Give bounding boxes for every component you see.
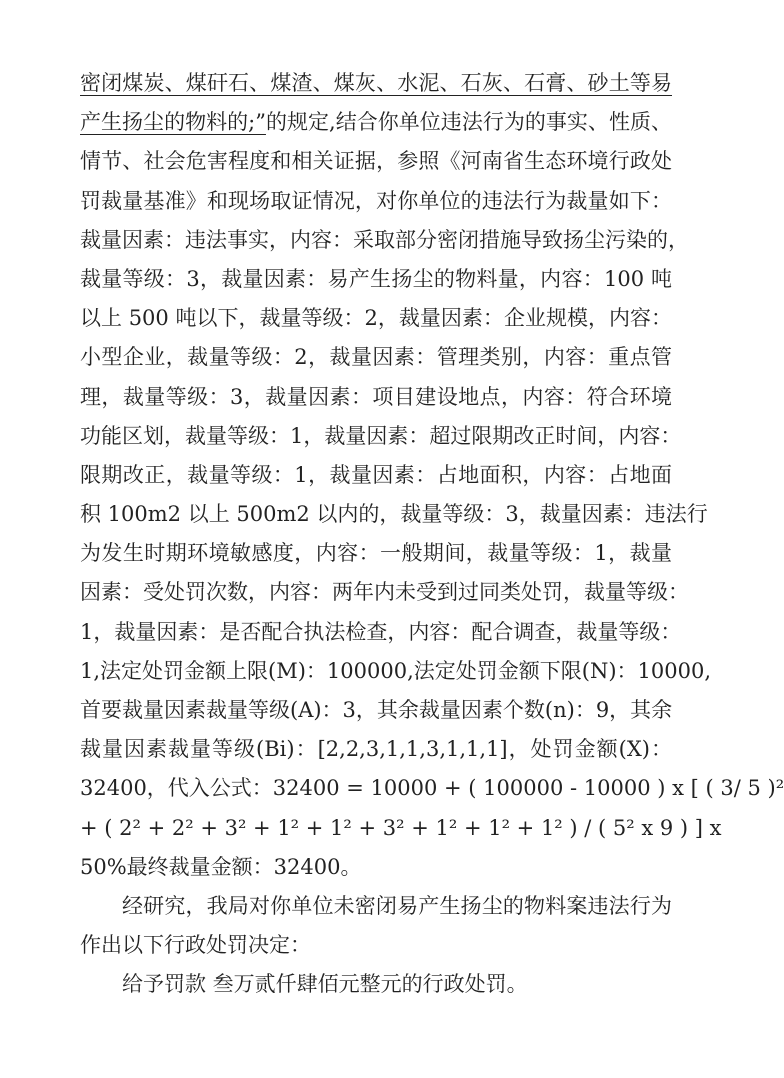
underlined-regulation-text: 密闭煤炭、煤矸石、煤渣、煤灰、水泥、石灰、石膏、砂土等易 xyxy=(80,71,672,95)
text-line: 1，裁量因素：是否配合执法检查，内容：配合调查，裁量等级： xyxy=(80,619,682,644)
text-line: 裁量等级：3，裁量因素：易产生扬尘的物料量，内容：100 吨 xyxy=(80,266,672,291)
text-line: 理，裁量等级：3，裁量因素：项目建设地点，内容：符合环境 xyxy=(80,384,672,409)
text-line: 给予罚款 叁万贰仟肆佰元整元的行政处罚。 xyxy=(122,972,528,997)
formula-line: 32400，代入公式：32400 = 10000 + ( 100000 - 10000 ) x [ ( 3/ 5 )² xyxy=(80,776,784,801)
paragraph-decision-intro xyxy=(80,887,672,965)
text-line xyxy=(80,64,672,103)
text-line: 因素：受处罚次数，内容：两年内未受到过同类处罚，裁量等级： xyxy=(80,580,689,605)
text-line: 以上 500 吨以下，裁量等级：2，裁量因素：企业规模，内容： xyxy=(80,306,672,331)
text-line xyxy=(80,103,672,142)
text-line: 经研究，我局对你单位未密闭易产生扬尘的物料案违法行为 xyxy=(122,893,672,918)
underlined-regulation-text: 产生扬尘的物料的;” xyxy=(80,110,266,135)
formula-line: + ( 2² + 2² + 3² + 1² + 1² + 3² + 1² + 1² + 1² ) / ( 5² x 9 ) ] x xyxy=(80,815,722,840)
text-line: 积 100m2 以上 500m2 以内的，裁量等级：3，裁量因素：违法行 xyxy=(80,502,708,527)
text-line: 限期改正，裁量等级：1，裁量因素：占地面积，内容：占地面 xyxy=(80,462,672,487)
text-line: 为发生时期环境敏感度，内容：一般期间，裁量等级：1，裁量 xyxy=(80,541,672,566)
text-line: 裁量因素裁量等级(Bi)：[2,2,3,1,1,3,1,1,1]，处罚金额(X)： xyxy=(80,737,672,762)
document-body xyxy=(80,64,784,1005)
text-line: 小型企业，裁量等级：2，裁量因素：管理类别，内容：重点管 xyxy=(80,345,672,370)
text-line: 功能区划，裁量等级：1，裁量因素：超过限期改正时间，内容： xyxy=(80,423,682,448)
text-line: 罚裁量基准》和现场取证情况，对你单位的违法行为裁量如下： xyxy=(80,188,672,213)
text-line: 裁量因素：违法事实，内容：采取部分密闭措施导致扬尘污染的， xyxy=(80,227,689,252)
text-line: 1,法定处罚金额上限(M)：100000,法定处罚金额下限(N)：10000, xyxy=(80,658,712,683)
text-line: 50%最终裁量金额：32400。 xyxy=(80,854,362,879)
text-line: 作出以下行政处罚决定： xyxy=(80,933,311,958)
text-line: 情节、社会危害程度和相关证据，参照《河南省生态环境行政处 xyxy=(80,149,672,174)
paragraph-penalty xyxy=(80,965,672,1004)
text-line: 首要裁量因素裁量等级(A)：3，其余裁量因素个数(n)：9，其余 xyxy=(80,698,673,722)
text-segment: 的规定,结合你单位违法行为的事实、性质、 xyxy=(265,110,672,135)
paragraph-discretion-details xyxy=(80,64,784,887)
